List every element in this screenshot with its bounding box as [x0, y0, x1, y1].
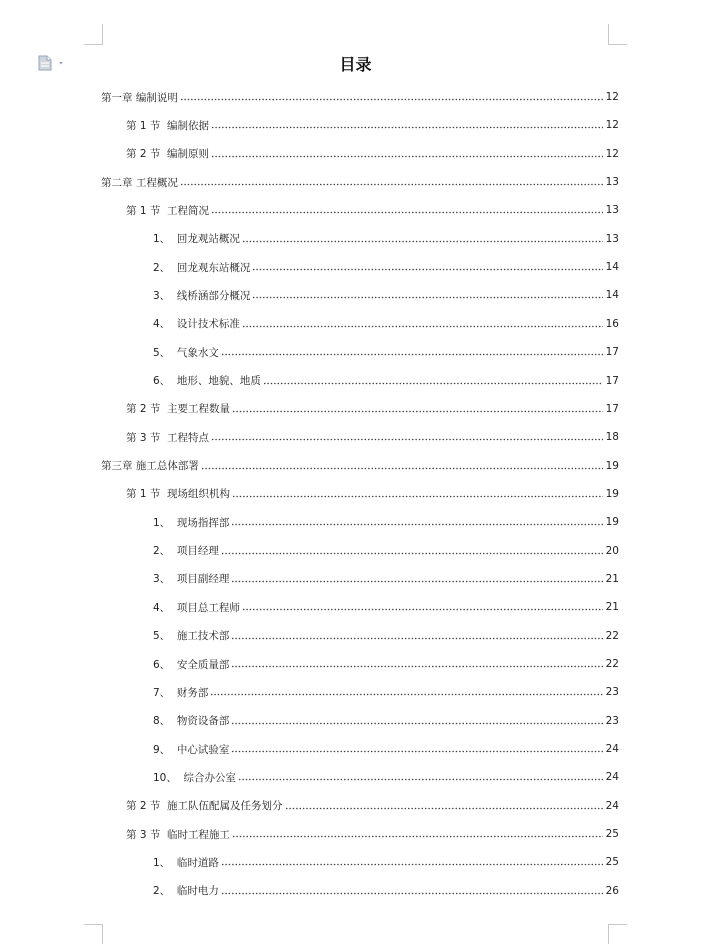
toc-entry[interactable] — [153, 739, 619, 759]
toc-entry-page-number: 24 — [605, 799, 619, 812]
toc-entry-page-number: 16 — [605, 317, 619, 330]
toc-leader-dots — [180, 178, 603, 186]
toc-leader-dots — [231, 518, 602, 526]
toc-entry-label: 第 2 节 施工队伍配属及任务划分 — [126, 800, 283, 813]
toc-entry[interactable] — [126, 484, 619, 504]
toc-entry-page-number: 14 — [605, 261, 619, 274]
toc-entry-label: 3、 项目副经理 — [153, 573, 230, 586]
toc-entry-page-number: 21 — [605, 572, 619, 585]
toc-entry-page-number: 23 — [605, 686, 619, 699]
toc-entry-page-number: 14 — [605, 289, 619, 302]
toc-entry[interactable] — [126, 427, 619, 447]
toc-entry-label: 5、 施工技术部 — [153, 630, 230, 643]
toc-leader-dots — [242, 603, 603, 611]
toc-leader-dots — [263, 377, 603, 385]
toc-leader-dots — [231, 632, 602, 640]
toc-entry[interactable] — [153, 626, 619, 646]
toc-leader-dots — [210, 688, 602, 696]
toc-leader-dots — [231, 717, 602, 725]
toc-entry-label: 8、 物资设备部 — [153, 715, 230, 728]
toc-entry-page-number: 19 — [605, 516, 619, 529]
toc-entry-page-number: 12 — [605, 147, 619, 160]
toc-entry-label: 5、 气象水文 — [153, 346, 219, 359]
toc-entry-page-number: 18 — [605, 431, 619, 444]
toc-leader-dots — [221, 858, 603, 866]
toc-leader-dots — [211, 150, 603, 158]
crop-mark-top-left — [84, 24, 103, 45]
crop-mark-top-right — [608, 24, 627, 45]
toc-entry-label: 第 3 节 临时工程施工 — [126, 828, 231, 841]
toc-entry-label: 7、 财务部 — [153, 686, 209, 699]
toc-entry[interactable] — [153, 257, 619, 277]
toc-entry[interactable] — [153, 767, 619, 787]
toc-leader-dots — [221, 348, 603, 356]
toc-entry-label: 3、 线桥涵部分概况 — [153, 289, 251, 302]
toc-leader-dots — [211, 121, 603, 129]
toc-entry-label: 9、 中心试验室 — [153, 743, 230, 756]
toc-entry-page-number: 22 — [605, 629, 619, 642]
toc-entry[interactable] — [153, 569, 619, 589]
toc-entry-label: 第一章 编制说明 — [101, 91, 178, 104]
toc-entry-label: 第 1 节 现场组织机构 — [126, 488, 231, 501]
toc-entry-label: 1、 临时道路 — [153, 856, 219, 869]
toc-entry-page-number: 24 — [605, 743, 619, 756]
toc-entry-page-number: 22 — [605, 658, 619, 670]
toc-title: 目录 — [339, 55, 372, 74]
toc-entry-page-number: 13 — [605, 204, 619, 217]
toc-entry-label: 10、 综合办公室 — [153, 771, 237, 784]
toc-entry-page-number: 25 — [605, 856, 619, 869]
toc-entry[interactable] — [153, 541, 619, 561]
crop-mark-bottom-right — [608, 924, 627, 944]
toc-entry-page-number: 20 — [605, 544, 619, 557]
toc-entry[interactable] — [153, 314, 619, 334]
toc-entry-label: 第二章 工程概况 — [101, 176, 178, 189]
toc-entry[interactable] — [126, 115, 619, 135]
toc-entry-page-number: 19 — [605, 487, 619, 500]
toc-entry[interactable] — [153, 711, 619, 731]
toc-entry[interactable] — [101, 172, 619, 192]
toc-entry-page-number: 21 — [605, 601, 619, 614]
toc-leader-dots — [211, 206, 603, 214]
toc-entry-label: 2、 回龙观东站概况 — [153, 261, 251, 274]
toc-entry[interactable] — [126, 824, 619, 844]
toc-entry-page-number: 17 — [605, 374, 619, 387]
toc-entry-label: 第 3 节 工程特点 — [126, 431, 210, 444]
toc-leader-dots — [221, 547, 603, 555]
toc-entry[interactable] — [153, 654, 619, 674]
toc-entry[interactable] — [101, 456, 619, 476]
toc-entry[interactable] — [153, 285, 619, 305]
toc-entry-page-number: 23 — [605, 714, 619, 727]
toc-entry-page-number: 17 — [605, 402, 619, 415]
toc-entry-label: 6、 地形、地貌、地质 — [153, 375, 261, 387]
toc-entry[interactable] — [126, 144, 619, 164]
toc-entry-page-number: 24 — [605, 771, 619, 784]
toc-entry[interactable] — [101, 87, 619, 107]
toc-leader-dots — [252, 263, 602, 271]
toc-entry[interactable] — [153, 229, 619, 249]
toc-entry-page-number: 25 — [605, 828, 619, 841]
toc-entry-label: 6、 安全质量部 — [153, 658, 230, 671]
toc-entry-label: 1、 现场指挥部 — [153, 516, 230, 529]
toc-leader-dots — [231, 660, 602, 668]
toc-leader-dots — [231, 575, 602, 583]
toc-entry[interactable] — [153, 371, 619, 391]
toc-entry-label: 4、 项目总工程师 — [153, 601, 240, 614]
toc-entry-page-number: 13 — [605, 176, 619, 189]
toc-leader-dots — [211, 433, 603, 441]
toc-entry[interactable] — [126, 200, 619, 220]
toc-entry[interactable] — [153, 512, 619, 532]
toc-leader-dots — [201, 462, 603, 470]
toc-entry-label: 2、 临时电力 — [153, 885, 219, 898]
toc-leader-dots — [232, 830, 603, 838]
toc-leader-dots — [221, 887, 603, 895]
toc-entry[interactable] — [153, 597, 619, 617]
toc-entry-label: 第 1 节 工程简况 — [126, 204, 210, 217]
toc-entry-label: 第 2 节 主要工程数量 — [126, 403, 231, 416]
toc-entry-label: 1、 回龙观站概况 — [153, 233, 240, 246]
toc-leader-dots — [252, 291, 602, 299]
toc-entry[interactable] — [153, 881, 619, 901]
toc-leader-dots — [242, 320, 603, 328]
toc-entry-label: 第三章 施工总体部署 — [101, 460, 199, 473]
toc-entry[interactable] — [153, 852, 619, 872]
toc-leader-dots — [231, 745, 602, 753]
toc-entry-page-number: 19 — [605, 459, 619, 472]
toc-entry-label: 2、 项目经理 — [153, 545, 219, 558]
toc-entry-page-number: 12 — [605, 119, 619, 132]
toc-leader-dots — [232, 405, 603, 413]
toc-entry[interactable] — [126, 796, 619, 816]
toc-entry-label: 第 1 节 编制依据 — [126, 119, 210, 132]
toc-leader-dots — [180, 93, 603, 101]
toc-entry-page-number: 17 — [605, 346, 619, 359]
toc-entry[interactable] — [153, 342, 619, 362]
toc-entry-label: 第 2 节 编制原则 — [126, 148, 210, 161]
crop-mark-bottom-left — [84, 924, 103, 944]
toc-entry[interactable] — [153, 682, 619, 702]
toc-leader-dots — [232, 490, 603, 498]
toc-entry-page-number: 12 — [605, 91, 619, 103]
toc-entry[interactable] — [126, 399, 619, 419]
toc-leader-dots — [238, 773, 603, 781]
toc-leader-dots — [285, 802, 603, 810]
toc-entry-label: 4、 设计技术标准 — [153, 318, 240, 331]
toc-entry-page-number: 13 — [605, 232, 619, 245]
toc-leader-dots — [242, 235, 603, 243]
toc-entry-page-number: 26 — [605, 884, 619, 897]
